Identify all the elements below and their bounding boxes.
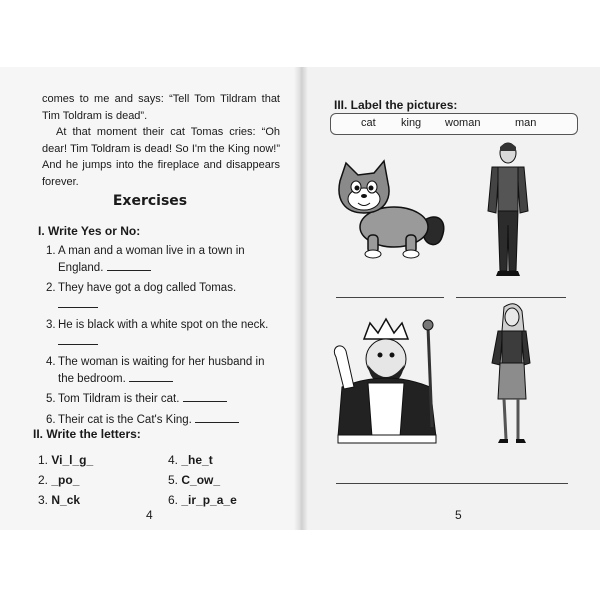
answer-blank[interactable] (129, 371, 173, 382)
missing-letters-word: _he_t (181, 453, 213, 467)
letters-item (168, 450, 237, 470)
item-number: 4. (168, 453, 179, 467)
right-page (300, 67, 600, 530)
item-number: 1. (46, 245, 56, 257)
letters-column-right (168, 450, 237, 510)
yes-no-item (46, 280, 282, 313)
item-number: 2. (38, 473, 49, 487)
word-bank-word: man (515, 117, 537, 129)
story-paragraph-1: comes to me and says: “Tell Tom Tildram that Tim Toldram is dead”. (42, 93, 280, 122)
story-text (42, 91, 280, 190)
page-number-left: 4 (146, 508, 153, 522)
item-text: Tom Tildram is their cat. (58, 393, 180, 405)
item-number: 3. (38, 493, 49, 507)
item-number: 4. (46, 356, 56, 368)
label-answer-line[interactable] (456, 297, 566, 298)
yes-no-item (46, 243, 282, 276)
letters-item (38, 450, 93, 470)
section-1-title: I. Write Yes or No: (38, 224, 141, 238)
item-text: A man and a woman live in a town in England. (58, 245, 245, 274)
item-number: 5. (46, 393, 56, 405)
item-text: He is black with a white spot on the neck. (58, 319, 269, 331)
letters-item (38, 490, 93, 510)
word-bank-word: king (401, 117, 422, 129)
page-number-right: 5 (455, 508, 462, 522)
section-3-title: III. Label the pictures: (334, 98, 458, 112)
item-number: 2. (46, 282, 56, 294)
word-bank-word: cat (361, 117, 376, 129)
king-picture (328, 317, 448, 447)
open-workbook (0, 67, 600, 530)
cat-picture (328, 159, 450, 259)
item-text: The woman is waiting for her husband in the bedroom. (58, 356, 265, 385)
missing-letters-word: Vi_l_g_ (51, 453, 94, 467)
missing-letters-word: _po_ (51, 473, 80, 487)
letters-item (168, 470, 237, 490)
answer-blank[interactable] (107, 260, 151, 271)
book-gutter (294, 67, 308, 530)
label-answer-line[interactable] (336, 483, 568, 484)
item-text: Their cat is the Cat's King. (58, 413, 192, 426)
item-number: 6. (168, 493, 179, 507)
label-answer-line[interactable] (336, 297, 444, 298)
answer-blank[interactable] (58, 297, 98, 308)
word-bank (330, 113, 578, 135)
item-number: 3. (46, 319, 56, 331)
woman-picture (486, 303, 538, 449)
left-page (0, 67, 300, 530)
letters-item (38, 470, 93, 490)
letters-column-left (38, 450, 93, 510)
missing-letters-word: _ir_p_a_e (181, 493, 237, 507)
yes-no-item (46, 412, 282, 429)
answer-blank[interactable] (58, 334, 98, 345)
item-number: 5. (168, 473, 179, 487)
man-picture (478, 141, 538, 279)
yes-no-item (46, 317, 282, 350)
yes-no-item (46, 391, 282, 408)
item-text: They have got a dog called Tomas. (58, 282, 237, 294)
missing-letters-word: N_ck (51, 493, 81, 507)
item-number: 6. (46, 413, 56, 426)
story-paragraph-2: At that moment their cat Tomas cries: “Oh dear! Tim Toldram is dead! So I'm the King now!” And he jumps into the fireplace and disappears forever. (42, 126, 280, 188)
letters-item (168, 490, 237, 510)
exercises-heading: Exercises (112, 193, 188, 209)
yes-no-item (46, 354, 282, 387)
yes-no-list (46, 243, 282, 432)
section-2-title: II. Write the letters: (33, 427, 141, 441)
item-number: 1. (38, 453, 49, 467)
answer-blank[interactable] (195, 412, 239, 423)
word-bank-word: woman (445, 117, 481, 129)
missing-letters-word: C_ow_ (181, 473, 221, 487)
answer-blank[interactable] (183, 391, 227, 402)
